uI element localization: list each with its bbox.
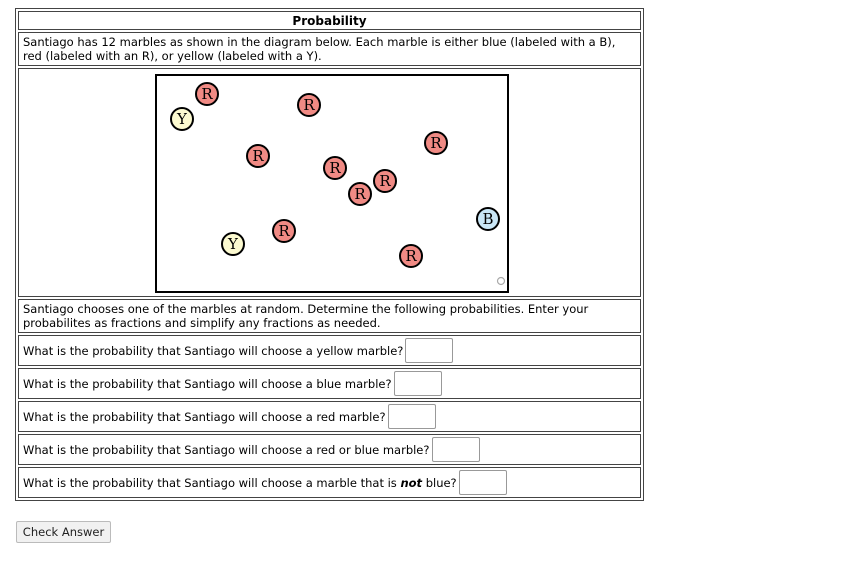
marble: R — [348, 182, 372, 206]
marble: B — [476, 207, 500, 231]
marble: R — [246, 144, 270, 168]
question-row — [18, 335, 641, 366]
marble: R — [373, 169, 397, 193]
marble: Y — [170, 107, 194, 131]
question-text: What is the probability that Santiago will choose a red or blue marble? — [23, 442, 430, 457]
page-title: Probability — [18, 11, 641, 30]
problem-intro: Santiago has 12 marbles as shown in the diagram below. Each marble is either blue (labeled with a B), red (labeled with an R), or yellow (labeled with a Y). — [18, 32, 641, 66]
answer-input-not-blue[interactable] — [459, 470, 507, 495]
marble: R — [272, 219, 296, 243]
question-emphasis: not — [400, 475, 423, 490]
question-text — [23, 476, 457, 490]
marble: Y — [221, 232, 245, 256]
check-answer-button[interactable]: Check Answer — [16, 521, 111, 543]
diagram-cell — [18, 68, 641, 297]
question-row — [18, 434, 641, 465]
question-text: What is the probability that Santiago will choose a red marble? — [23, 409, 386, 424]
answer-input-red-or-blue[interactable] — [432, 437, 480, 462]
question-text: What is the probability that Santiago will choose a yellow marble? — [23, 343, 404, 358]
marble: R — [297, 93, 321, 117]
question-row — [18, 467, 641, 498]
question-row — [18, 368, 641, 399]
instructions: Santiago chooses one of the marbles at random. Determine the following probabilities. Enter your probabilites as fractions and simplify any fractions as needed. — [18, 299, 641, 333]
question-text: What is the probability that Santiago will choose a blue marble? — [23, 376, 392, 391]
marble: R — [424, 131, 448, 155]
answer-input-red[interactable] — [388, 404, 436, 429]
marble-diagram — [155, 74, 509, 293]
resize-handle-icon[interactable] — [496, 276, 506, 286]
question-row — [18, 401, 641, 432]
marble: R — [195, 82, 219, 106]
marble: R — [399, 244, 423, 268]
question-text-post: blue? — [422, 475, 457, 490]
probability-table — [15, 8, 644, 501]
answer-input-yellow[interactable] — [405, 338, 453, 363]
question-text-pre: What is the probability that Santiago will choose a marble that is — [23, 475, 401, 490]
marble: R — [323, 156, 347, 180]
answer-input-blue[interactable] — [394, 371, 442, 396]
